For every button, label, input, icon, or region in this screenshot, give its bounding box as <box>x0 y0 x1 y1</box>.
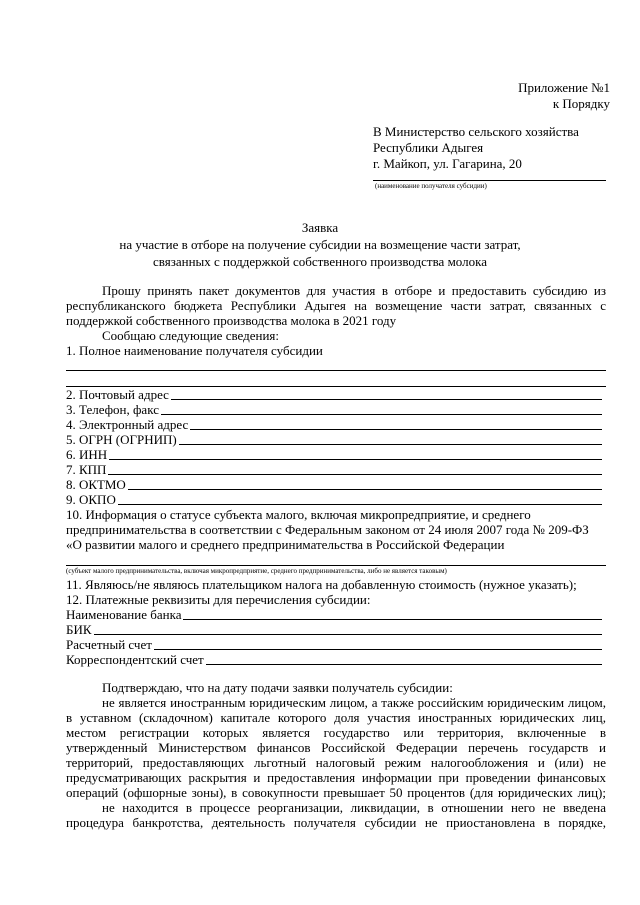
bank-details-heading: 12. Платежные реквизиты для перечисления субсидии: <box>66 592 371 607</box>
item-full-name-label: 1. Полное наименование получателя субсидии <box>66 343 323 358</box>
bik-field[interactable] <box>66 622 602 637</box>
title-line-2: на участие в отборе на получение субсидии на возмещение части затрат, <box>119 237 521 252</box>
status-line-2: предпринимательства в соответствии с Федеральным законом от 24 июля 2007 года № 209-ФЗ <box>66 522 589 537</box>
bik-label: БИК <box>66 622 92 637</box>
inn-label: 6. ИНН <box>66 447 108 462</box>
status-line-3: «О развитии малого и среднего предпринимательства в Российской Федерации <box>66 537 505 552</box>
kpp-label: 7. КПП <box>66 462 107 477</box>
recipient-name-line <box>373 180 606 181</box>
corr-account-field[interactable] <box>66 652 602 667</box>
email-field[interactable] <box>66 417 602 432</box>
kpp-field[interactable] <box>66 462 602 477</box>
confirm-p2-line-1: не находится в процессе реорганизации, ликвидации, в отношении него не введена <box>102 800 606 815</box>
phone-field[interactable] <box>66 402 602 417</box>
email-label: 4. Электронный адрес <box>66 417 189 432</box>
confirm-p1-line-2: в уставном (складочном) капитале которого доля участия иностранных юридических лиц, <box>66 710 606 725</box>
inn-field[interactable] <box>66 447 602 462</box>
corr-account-label: Корреспондентский счет <box>66 652 204 667</box>
appendix-number: Приложение №1 <box>518 80 610 95</box>
postal-address-field[interactable] <box>66 387 602 402</box>
confirm-p1-line-4: утвержденный Министерством финансов Российской Федерации перечень государств и <box>66 740 606 755</box>
confirm-p1-line-6: предусматривающих раскрытия и предоставления информации при проведении финансовых <box>66 770 606 785</box>
confirm-p1-line-3: местом регистрации которых является государство или территория, включенные в <box>66 725 606 740</box>
title-zayavka: Заявка <box>301 220 339 235</box>
recipient-name-caption: (наименование получателя субсидии) <box>375 182 487 190</box>
address-line-2: Республики Адыгея <box>373 140 484 155</box>
okpo-field[interactable] <box>66 492 602 507</box>
phone-label: 3. Телефон, факс <box>66 402 159 417</box>
bank-name-field[interactable] <box>66 607 602 622</box>
intro-line-2: республиканского бюджета Республики Адыгея на возмещение части затрат, связанных с <box>66 298 606 313</box>
oktmo-label: 8. ОКТМО <box>66 477 126 492</box>
status-line-1: 10. Информация о статусе субъекта малого, включая микропредприятие, и среднего <box>66 507 531 522</box>
bank-name-label: Наименование банка <box>66 607 182 622</box>
intro-line-1: Прошу принять пакет документов для участия в отборе и предоставить субсидию из <box>102 283 606 298</box>
okpo-label: 9. ОКПО <box>66 492 116 507</box>
intro-line-3: поддержкой собственного производства молока в 2021 году <box>66 313 397 328</box>
status-line-field[interactable] <box>66 565 606 566</box>
account-field[interactable] <box>66 637 602 652</box>
full-name-line-1[interactable] <box>66 370 606 371</box>
postal-address-label: 2. Почтовый адрес <box>66 387 169 402</box>
title-line-3: связанных с поддержкой собственного производства молока <box>152 254 487 269</box>
confirm-p2-line-2: процедура банкротства, деятельность получателя субсидии не приостановлена в порядке, <box>66 815 606 830</box>
appendix-order: к Порядку <box>552 96 610 111</box>
confirm-p1-line-5: территорий, предоставляющих льготный налоговый режим налогообложения и (или) не <box>66 755 606 770</box>
address-line-3: г. Майкоп, ул. Гагарина, 20 <box>373 156 522 171</box>
intro-line-4: Сообщаю следующие сведения: <box>102 328 280 343</box>
confirm-p1-line-7: операций (офшорные зоны), в совокупности превышает 50 процентов (для юридических лиц); <box>66 785 606 800</box>
ogrn-label: 5. ОГРН (ОГРНИП) <box>66 432 177 447</box>
vat-statement: 11. Являюсь/не являюсь плательщиком налога на добавленную стоимость (нужное указать); <box>66 577 577 592</box>
oktmo-field[interactable] <box>66 477 602 492</box>
confirm-p1-line-1: не является иностранным юридическим лицом, а также российским юридическим лицом, <box>102 695 606 710</box>
account-label: Расчетный счет <box>66 637 152 652</box>
ogrn-field[interactable] <box>66 432 602 447</box>
address-line-1: В Министерство сельского хозяйства <box>373 124 579 139</box>
confirm-intro: Подтверждаю, что на дату подачи заявки получатель субсидии: <box>102 680 453 695</box>
status-caption: (субъект малого предпринимательства, включая микропредприятие, среднего предпринимательства, либо не является таковым) <box>66 567 447 575</box>
